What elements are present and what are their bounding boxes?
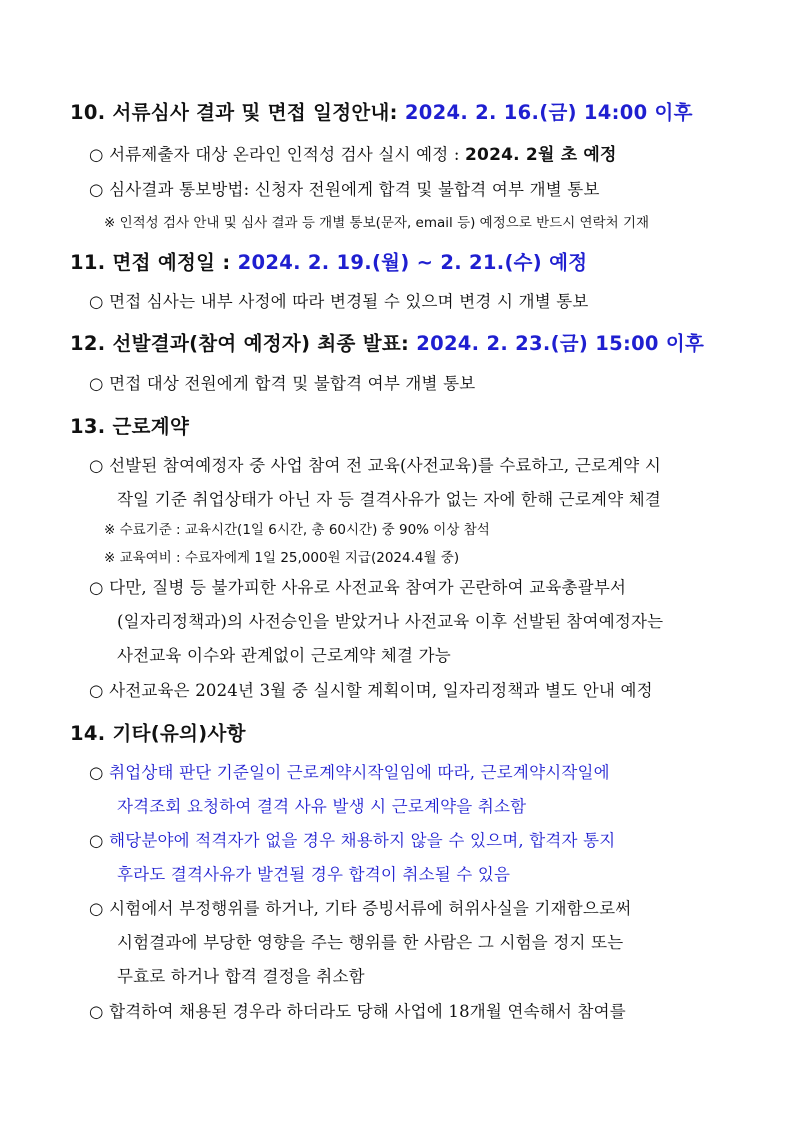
bullet-icon: ○ bbox=[89, 145, 104, 164]
section-11-title: 11. 면접 예정일 : bbox=[70, 251, 238, 274]
section-13-bullet-3 bbox=[89, 677, 653, 701]
bullet-text: 사전교육은 2024년 3월 중 실시할 계획이며, 일자리정책과 별도 안내 예정 bbox=[109, 681, 653, 700]
section-10-date: 2024. 2. 16.(금) 14:00 이후 bbox=[404, 101, 693, 124]
bullet-text: 해당분야에 적격자가 없을 경우 채용하지 않을 수 있으며, 합격자 통지 bbox=[109, 831, 616, 850]
bullet-icon: ○ bbox=[89, 292, 104, 311]
section-13-note-2: ※ 교육여비 : 수료자에게 1일 25,000원 지급(2024.4월 중) bbox=[104, 550, 460, 566]
bullet-text: 서류제출자 대상 온라인 인적성 검사 실시 예정 : bbox=[109, 145, 466, 164]
section-10-title: 10. 서류심사 결과 및 면접 일정안내: bbox=[70, 101, 405, 124]
section-14-bullet-4 bbox=[89, 998, 626, 1022]
bullet-text: 선발된 참여예정자 중 사업 참여 전 교육(사전교육)를 수료하고, 근로계약 시 bbox=[109, 456, 661, 475]
section-13-bullet-2-line-2: (일자리정책과)의 사전승인을 받았거나 사전교육 이후 선발된 참여예정자는 bbox=[117, 612, 664, 631]
bullet-icon: ○ bbox=[89, 578, 104, 597]
section-14-bullet-2 bbox=[89, 827, 615, 851]
section-12-date: 2024. 2. 23.(금) 15:00 이후 bbox=[416, 332, 705, 355]
section-14-bullet-2-line-2: 후라도 결격사유가 발견될 경우 합격이 취소될 수 있음 bbox=[117, 865, 511, 884]
bullet-text: 취업상태 판단 기준일이 근로계약시작일임에 따라, 근로계약시작일에 bbox=[109, 763, 610, 782]
bullet-icon: ○ bbox=[89, 180, 104, 199]
bullet-icon: ○ bbox=[89, 374, 104, 393]
section-14-bullet-1-line-2: 자격조회 요청하여 결격 사유 발생 시 근로계약을 취소함 bbox=[117, 797, 527, 816]
section-11-date: 2024. 2. 19.(월) ~ 2. 21.(수) 예정 bbox=[237, 251, 588, 274]
bullet-icon: ○ bbox=[89, 681, 104, 700]
section-12-title: 12. 선발결과(참여 예정자) 최종 발표: bbox=[70, 332, 417, 355]
bullet-icon: ○ bbox=[89, 899, 104, 918]
section-10-heading bbox=[70, 97, 693, 125]
bullet-date: 2024. 2월 초 예정 bbox=[465, 145, 617, 165]
section-13-heading: 13. 근로계약 bbox=[70, 415, 190, 438]
bullet-icon: ○ bbox=[89, 831, 104, 850]
section-11-bullet-1 bbox=[89, 288, 589, 312]
section-13-bullet-2-line-3: 사전교육 이수와 관계없이 근로계약 체결 가능 bbox=[117, 646, 451, 665]
section-13-bullet-1 bbox=[89, 452, 661, 476]
section-14-heading: 14. 기타(유의)사항 bbox=[70, 722, 246, 745]
bullet-text: 다만, 질병 등 불가피한 사유로 사전교육 참여가 곤란하여 교육총괄부서 bbox=[109, 578, 627, 597]
bullet-icon: ○ bbox=[89, 763, 104, 782]
section-14-bullet-1 bbox=[89, 759, 610, 783]
bullet-text: 심사결과 통보방법: 신청자 전원에게 합격 및 불합격 여부 개별 통보 bbox=[109, 180, 600, 199]
section-13-bullet-1-line-2: 작일 기준 취업상태가 아닌 자 등 결격사유가 없는 자에 한해 근로계약 체결 bbox=[117, 490, 662, 509]
bullet-text: 합격하여 채용된 경우라 하더라도 당해 사업에 18개월 연속해서 참여를 bbox=[109, 1002, 626, 1021]
section-14-bullet-3-line-3: 무효로 하거나 합격 결정을 취소함 bbox=[117, 967, 365, 986]
section-12-heading bbox=[70, 328, 704, 356]
section-14-bullet-3-line-2: 시험결과에 부당한 영향을 주는 행위를 한 사람은 그 시험을 정지 또는 bbox=[117, 933, 624, 952]
section-13-bullet-2 bbox=[89, 574, 626, 598]
section-11-heading bbox=[70, 247, 587, 275]
section-12-bullet-1 bbox=[89, 370, 475, 394]
section-10-note: ※ 인적성 검사 안내 및 심사 결과 등 개별 통보(문자, email 등) 예정으로 반드시 연락처 기재 bbox=[104, 215, 650, 231]
section-14-bullet-3 bbox=[89, 895, 631, 919]
section-10-bullet-2 bbox=[89, 176, 600, 200]
section-13-note-1: ※ 수료기준 : 교육시간(1일 6시간, 총 60시간) 중 90% 이상 참석 bbox=[104, 522, 490, 538]
bullet-text: 시험에서 부정행위를 하거나, 기타 증빙서류에 허위사실을 기재함으로써 bbox=[109, 899, 632, 918]
bullet-icon: ○ bbox=[89, 1002, 104, 1021]
section-10-bullet-1 bbox=[89, 140, 617, 165]
bullet-text: 면접 대상 전원에게 합격 및 불합격 여부 개별 통보 bbox=[109, 374, 476, 393]
bullet-icon: ○ bbox=[89, 456, 104, 475]
bullet-text: 면접 심사는 내부 사정에 따라 변경될 수 있으며 변경 시 개별 통보 bbox=[109, 292, 589, 311]
